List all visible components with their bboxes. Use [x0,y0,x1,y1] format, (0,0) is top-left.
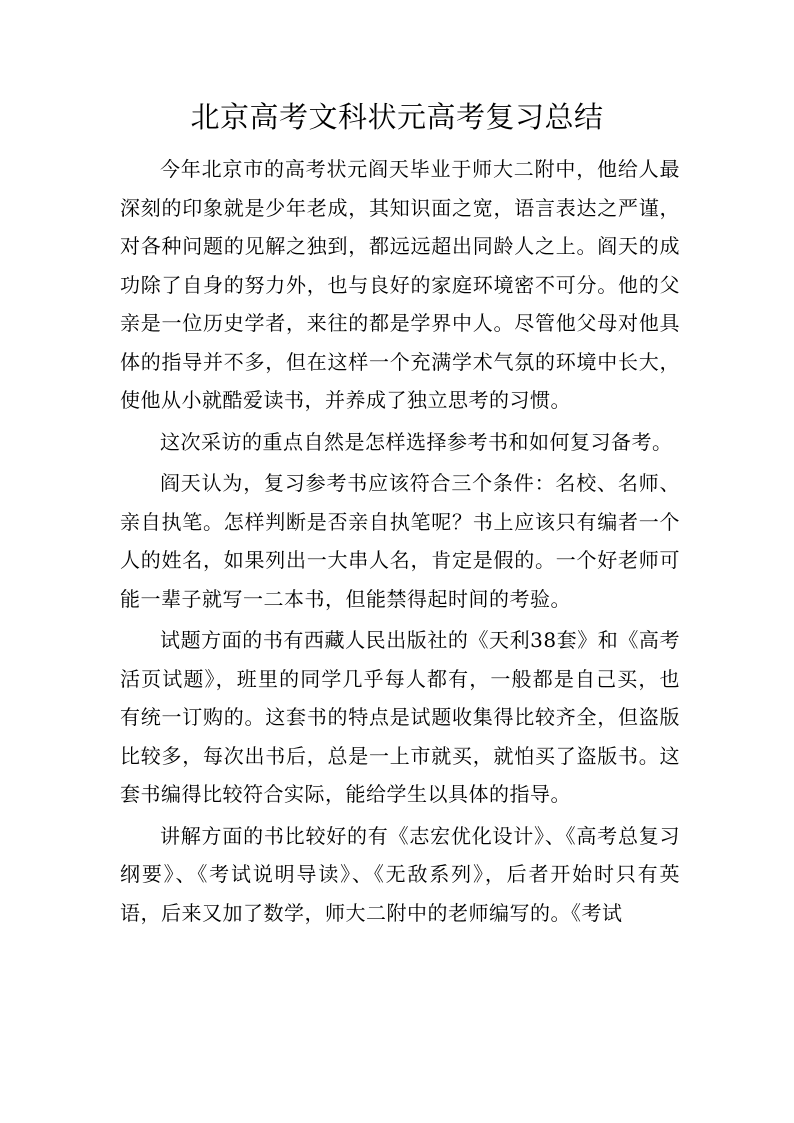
paragraph-intro: 今年北京市的高考状元阎天毕业于师大二附中，他给人最深刻的印象就是少年老成，其知识面之宽，语言表达之严谨，对各种问题的见解之独到，都远远超出同龄人之上。阎天的成功除了自身的努力外，也与良好的家庭环境密不可分。他的父亲是一位历史学者，来往的都是学界中人。尽管他父母对他具体的指导并不多，但在这样一个充满学术气氛的环境中长大，使他从小就酷爱读书，并养成了独立思考的习惯。 [120,157,680,412]
paragraph-reference-criteria: 阎天认为，复习参考书应该符合三个条件：名校、名师、亲自执笔。怎样判断是否亲自执笔呢？书上应该只有编者一个人的姓名，如果列出一大串人名，肯定是假的。一个好老师可能一辈子就写一二本书，但能禁得起时间的考验。 [120,471,680,611]
paragraph-interview-focus: 这次采访的重点自然是怎样选择参考书和如何复习备考。 [160,429,673,454]
paragraph-exam-books: 试题方面的书有西藏人民出版社的《天利38套》和《高考活页试题》，班里的同学几乎每人都有，一般都是自己买，也有统一订购的。这套书的特点是试题收集得比较齐全，但盗版比较多，每次出书后，总是一上市就买，就怕买了盗版书。这套书编得比较符合实际，能给学生以具体的指导。 [120,628,680,806]
document-body [120,150,680,932]
paragraph-explanation-books: 讲解方面的书比较好的有《志宏优化设计》、《高考总复习纲要》、《考试说明导读》、《无敌系列》，后者开始时只有英语，后来又加了数学，师大二附中的老师编写的。《考试 [120,823,680,925]
document-title: 北京高考文科状元高考复习总结 [190,100,604,134]
